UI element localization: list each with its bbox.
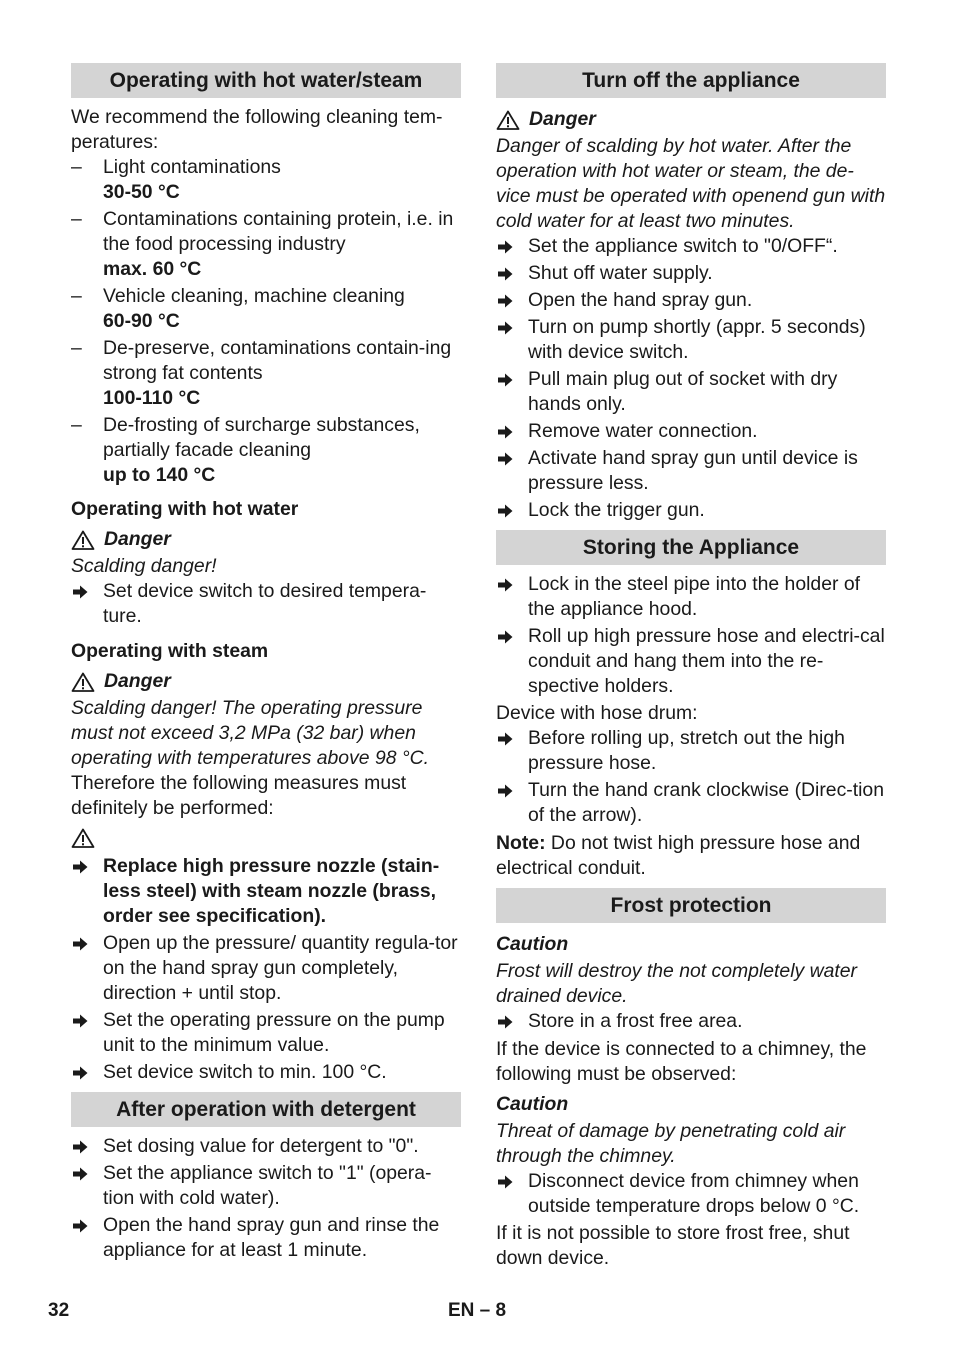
step-list bbox=[71, 1134, 461, 1263]
page-number: 32 bbox=[48, 1300, 70, 1321]
list-item: Lock in the steel pipe into the holder of the appliance hood. bbox=[496, 572, 886, 622]
list-item: Open the hand spray gun and rinse the appliance for at least 1 minute. bbox=[71, 1213, 461, 1263]
list-item: Store in a frost free area. bbox=[496, 1009, 886, 1034]
arrow-right-icon bbox=[71, 1008, 91, 1029]
dash-bullet: – bbox=[71, 337, 82, 359]
step-list bbox=[71, 579, 461, 629]
arrow-right-icon bbox=[496, 624, 516, 645]
list-item: Pull main plug out of socket with dry hands only. bbox=[496, 367, 886, 417]
section-title-hot-water-steam: Operating with hot water/steam bbox=[71, 63, 461, 98]
arrow-right-icon bbox=[71, 931, 91, 952]
list-item: Turn on pump shortly (appr. 5 seconds) with device switch. bbox=[496, 315, 886, 365]
intro-text: We recommend the following cleaning tem-peratures: bbox=[71, 106, 443, 153]
standalone-warning bbox=[71, 823, 461, 852]
step-list bbox=[496, 234, 886, 523]
dash-bullet: – bbox=[71, 208, 82, 230]
warning-triangle-icon bbox=[71, 672, 95, 692]
note-text: Note: Do not twist high pressure hose and electrical conduit. bbox=[496, 832, 861, 879]
danger-text: Scalding danger! The operating pressure must not exceed 3,2 MPa (32 bar) when operating with temperatures above 98 °C. bbox=[71, 697, 430, 769]
danger-heading: Danger bbox=[71, 525, 461, 554]
caution-heading: Caution bbox=[496, 933, 569, 955]
step-list bbox=[496, 1169, 886, 1219]
right-column bbox=[496, 63, 886, 1271]
section-title-storing: Storing the Appliance bbox=[496, 530, 886, 565]
arrow-right-icon bbox=[496, 498, 516, 519]
list-item: Lock the trigger gun. bbox=[496, 498, 886, 523]
arrow-right-icon bbox=[496, 234, 516, 255]
section-title-frost: Frost protection bbox=[496, 888, 886, 923]
dash-bullet: – bbox=[71, 285, 82, 307]
list-item: – Light contaminations 30-50 °C bbox=[71, 156, 281, 203]
list-item: – Contaminations containing protein, i.e. in the food processing industry max. 60 °C bbox=[71, 208, 454, 280]
list-item: Remove water connection. bbox=[496, 419, 886, 444]
arrow-right-icon bbox=[496, 1169, 516, 1190]
danger-text: Danger of scalding by hot water. After the operation with hot water or steam, the de-vice must be operated with openend gun with cold water for at least two minutes. bbox=[496, 135, 886, 232]
arrow-right-icon bbox=[496, 778, 516, 799]
warning-triangle-icon bbox=[71, 828, 95, 848]
danger-heading: Danger bbox=[71, 667, 461, 696]
arrow-right-icon bbox=[496, 315, 516, 336]
list-item: Set the operating pressure on the pump unit to the minimum value. bbox=[71, 1008, 461, 1058]
arrow-right-icon bbox=[496, 288, 516, 309]
arrow-right-icon bbox=[496, 261, 516, 282]
list-item: Set the appliance switch to "1" (opera-tion with cold water). bbox=[71, 1161, 461, 1211]
step-list bbox=[71, 854, 461, 1085]
list-item: Set dosing value for detergent to "0". bbox=[71, 1134, 461, 1159]
step-list bbox=[496, 1009, 886, 1034]
list-item: Set device switch to desired tempera-ture. bbox=[71, 579, 461, 629]
final-text: If it is not possible to store frost free, shut down device. bbox=[496, 1222, 850, 1269]
section-title-after-detergent: After operation with detergent bbox=[71, 1092, 461, 1127]
arrow-right-icon bbox=[496, 446, 516, 467]
list-item: – Vehicle cleaning, machine cleaning 60-90 °C bbox=[71, 285, 405, 332]
warning-triangle-icon bbox=[71, 530, 95, 550]
step-list bbox=[496, 726, 886, 828]
list-item: Set the appliance switch to "0/OFF“. bbox=[496, 234, 886, 259]
list-item: Shut off water supply. bbox=[496, 261, 886, 286]
list-item: Roll up high pressure hose and electri-cal conduit and hang them into the re-spective holders. bbox=[496, 624, 886, 699]
list-item: Before rolling up, stretch out the high pressure hose. bbox=[496, 726, 886, 776]
subheading-steam: Operating with steam bbox=[71, 640, 269, 662]
caution-text: Frost will destroy the not completely water drained device. bbox=[496, 960, 858, 1007]
dash-bullet: – bbox=[71, 156, 82, 178]
arrow-right-icon bbox=[71, 1134, 91, 1155]
caution-text: Threat of damage by penetrating cold air through the chimney. bbox=[496, 1120, 846, 1167]
list-item: – De-preserve, contaminations contain-ing strong fat contents 100-110 °C bbox=[71, 337, 452, 409]
danger-heading: Danger bbox=[496, 105, 886, 134]
arrow-right-icon bbox=[496, 419, 516, 440]
arrow-right-icon bbox=[496, 367, 516, 388]
list-item: Replace high pressure nozzle (stain-less steel) with steam nozzle (brass, order see specification). bbox=[71, 854, 461, 929]
arrow-right-icon bbox=[71, 1060, 91, 1081]
arrow-right-icon bbox=[71, 854, 91, 875]
list-item: Disconnect device from chimney when outside temperature drops below 0 °C. bbox=[496, 1169, 886, 1219]
arrow-right-icon bbox=[496, 726, 516, 747]
left-column bbox=[71, 63, 461, 1263]
list-item: Open up the pressure/ quantity regula-tor on the hand spray gun completely, direction + until stop. bbox=[71, 931, 461, 1006]
section-title-turn-off: Turn off the appliance bbox=[496, 63, 886, 98]
step-list bbox=[496, 572, 886, 699]
arrow-right-icon bbox=[71, 579, 91, 600]
arrow-right-icon bbox=[496, 572, 516, 593]
language-page-label: EN – 8 bbox=[448, 1300, 507, 1321]
measures-text: Therefore the following measures must definitely be performed: bbox=[71, 772, 407, 819]
chimney-text: If the device is connected to a chimney, the following must be observed: bbox=[496, 1038, 867, 1085]
arrow-right-icon bbox=[71, 1161, 91, 1182]
temperature-list bbox=[71, 155, 461, 488]
hose-drum-label: Device with hose drum: bbox=[496, 702, 698, 724]
list-item: Activate hand spray gun until device is pressure less. bbox=[496, 446, 886, 496]
arrow-right-icon bbox=[496, 1009, 516, 1030]
warning-triangle-icon bbox=[496, 110, 520, 130]
danger-text: Scalding danger! bbox=[71, 555, 217, 577]
list-item: Set device switch to min. 100 °C. bbox=[71, 1060, 461, 1085]
subheading-hot-water: Operating with hot water bbox=[71, 498, 299, 520]
arrow-right-icon bbox=[71, 1213, 91, 1234]
list-item: – De-frosting of surcharge substances, partially facade cleaning up to 140 °C bbox=[71, 414, 420, 486]
list-item: Open the hand spray gun. bbox=[496, 288, 886, 313]
list-item: Turn the hand crank clockwise (Direc-tion of the arrow). bbox=[496, 778, 886, 828]
caution-heading: Caution bbox=[496, 1093, 569, 1115]
dash-bullet: – bbox=[71, 414, 82, 436]
